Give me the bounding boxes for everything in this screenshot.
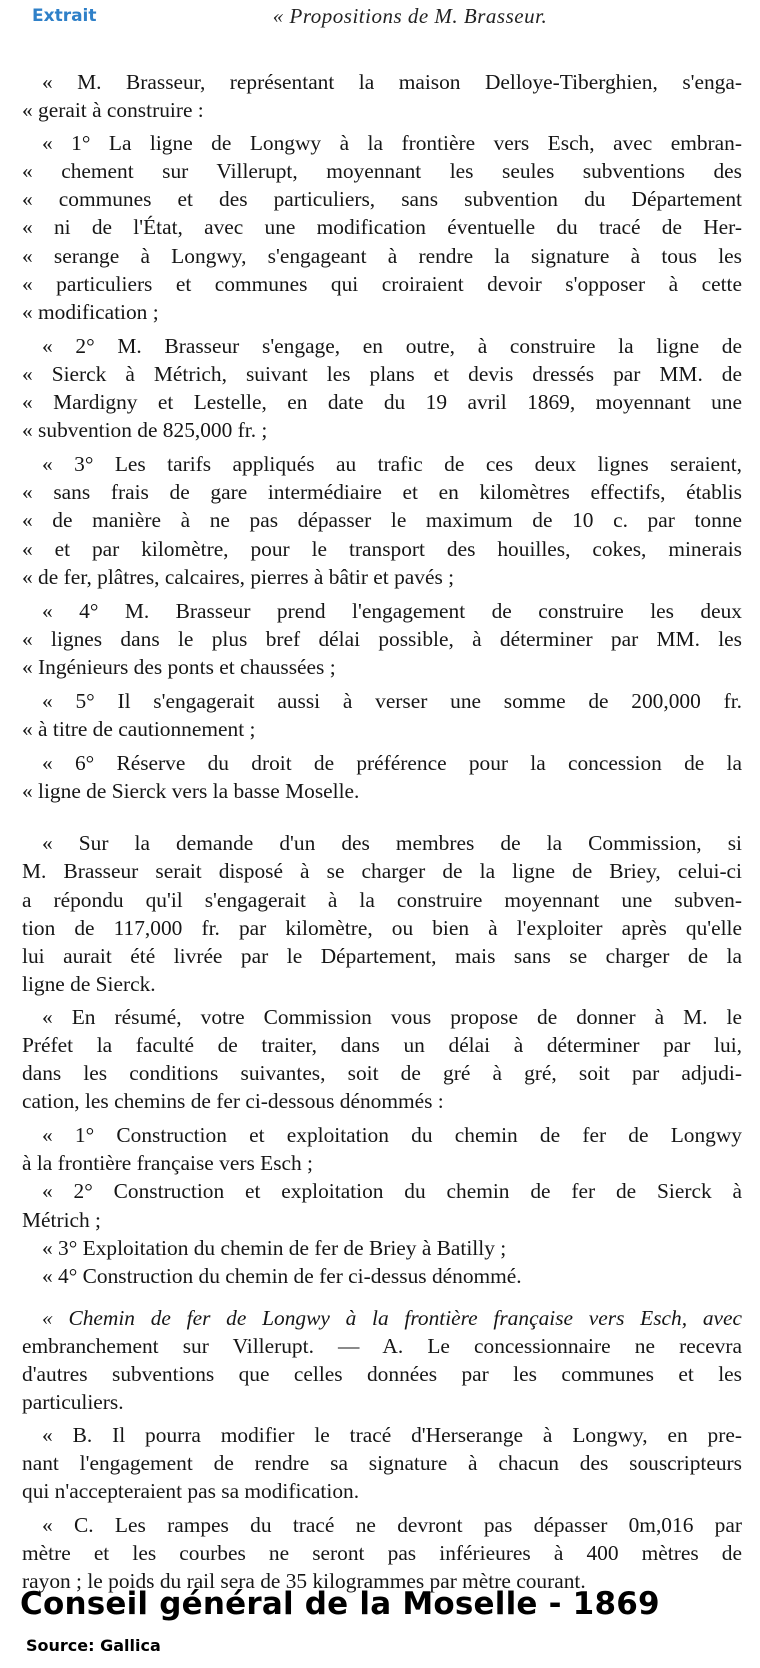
extract-tag: Extrait (32, 6, 97, 26)
paragraph-longwy-a (22, 1304, 742, 1416)
paragraph-line-1 (22, 1121, 742, 1177)
text-line: « 2° M. Brasseur s'engage, en outre, à construire la ligne de (42, 333, 742, 358)
text-line: « sans frais de gare intermédiaire et en kilomètres effectifs, établis (22, 480, 742, 505)
text-line: mètre et les courbes ne seront pas inférieures à 400 mètres de (22, 1540, 742, 1565)
text-line: « 1° La ligne de Longwy à la frontière vers Esch, avec embran- (42, 131, 742, 156)
text-line: « C. Les rampes du tracé ne devront pas dépasser 0m,016 par (42, 1512, 742, 1537)
paragraph-longwy-c (22, 1511, 742, 1595)
italic-text: « Chemin de fer de Longwy à la frontière française vers Esch, avec (42, 1305, 742, 1330)
text-line: dans les conditions suivantes, soit de gré à gré, soit par adjudi- (22, 1061, 742, 1086)
paragraph-line-3 (22, 1234, 742, 1262)
text-line: embranchement sur Villerupt. — A. Le concessionnaire ne recevra (22, 1333, 742, 1358)
text-line: « Mardigny et Lestelle, en date du 19 avril 1869, moyennant une (22, 390, 742, 415)
paragraph-summary (22, 1003, 742, 1115)
text-line: « ni de l'État, avec une modification éventuelle du tracé de Her- (22, 215, 742, 240)
text-line: « 4° M. Brasseur prend l'engagement de construire les deux (42, 598, 742, 623)
text-line: ligne de Sierck. (22, 971, 156, 996)
text-line: « M. Brasseur, représentant la maison Delloye-Tiberghien, s'enga- (42, 70, 742, 94)
text-line: « particuliers et communes qui croiraient devoir s'opposer à cette (22, 271, 742, 296)
text-line: particuliers. (22, 1390, 124, 1415)
text-line: « et par kilomètre, pour le transport des houilles, cokes, minerais (22, 536, 742, 561)
text-line: « 1° Construction et exploitation du chemin de fer de Longwy (42, 1123, 742, 1148)
text-line: « serange à Longwy, s'engageant à rendre la signature à tous les (22, 243, 742, 268)
text-line: « 3° Les tarifs appliqués au trafic de ces deux lignes seraient, (42, 452, 742, 477)
caption-source: Source: Gallica (26, 1636, 161, 1655)
text-line: Métrich ; (22, 1207, 102, 1232)
text-line: à la frontière française vers Esch ; (22, 1151, 313, 1176)
paragraph-intro (22, 68, 742, 124)
text-line: lui aurait été livrée par le Département, mais sans se charger de la (22, 943, 742, 968)
text-line: « 6° Réserve du droit de préférence pour la concession de la (42, 751, 742, 776)
text-line: « B. Il pourra modifier le tracé d'Herserange à Longwy, en pre- (42, 1423, 742, 1448)
paragraph-item-4 (22, 597, 742, 681)
text-line: rayon ; le poids du rail sera de 35 kilogrammes par mètre courant. (22, 1568, 586, 1593)
text-line: « 4° Construction du chemin de fer ci-dessus dénommé. (42, 1263, 522, 1288)
text-line: « Ingénieurs des ponts et chaussées ; (22, 654, 336, 679)
paragraph-item-5 (22, 687, 742, 743)
text-line: « subvention de 825,000 fr. ; (22, 418, 268, 443)
text-line: Préfet la faculté de traiter, dans un délai à déterminer par lui, (22, 1033, 742, 1057)
text-line: « gerait à construire : (22, 98, 204, 123)
text-line: cation, les chemins de fer ci-dessous dénommés : (22, 1089, 444, 1114)
paragraph-line-2 (22, 1177, 742, 1233)
text-line: « modification ; (22, 299, 159, 324)
running-header: « Propositions de M. Brasseur. (272, 4, 548, 28)
caption-title: Conseil général de la Moselle - 1869 (20, 1586, 660, 1622)
text-line: « 3° Exploitation du chemin de fer de Briey à Batilly ; (42, 1235, 507, 1260)
text-line: « chement sur Villerupt, moyennant les seules subventions des (22, 159, 742, 184)
text-line: « ligne de Sierck vers la basse Moselle. (22, 779, 360, 804)
document-body (22, 68, 742, 1595)
text-line: « communes et des particuliers, sans subvention du Département (22, 187, 742, 212)
text-line: « à titre de cautionnement ; (22, 717, 256, 742)
text-line: « de fer, plâtres, calcaires, pierres à bâtir et pavés ; (22, 564, 455, 589)
text-line: nant l'engagement de rendre sa signature à chacun des souscripteurs (22, 1451, 742, 1476)
text-line: d'autres subventions que celles données par les communes et les (22, 1362, 742, 1387)
paragraph-item-6 (22, 749, 742, 805)
paragraph-longwy-b (22, 1421, 742, 1505)
text-line: « 2° Construction et exploitation du chemin de fer de Sierck à (42, 1179, 742, 1204)
text-line: M. Brasseur serait disposé à se charger de la ligne de Briey, celui-ci (22, 859, 742, 884)
paragraph-briey (22, 829, 742, 998)
text-line: « Sur la demande d'un des membres de la Commission, si (42, 831, 742, 856)
text-line: a répondu qu'il s'engagerait à la construire moyennant une subven- (22, 887, 742, 912)
paragraph-line-4 (22, 1262, 742, 1290)
paragraph-item-1 (22, 129, 742, 326)
text-line: qui n'accepteraient pas sa modification. (22, 1479, 360, 1504)
text-line: « Sierck à Métrich, suivant les plans et devis dressés par MM. de (22, 361, 742, 386)
text-line: « En résumé, votre Commission vous propose de donner à M. le (42, 1004, 742, 1029)
paragraph-item-3 (22, 450, 742, 590)
text-line: « de manière à ne pas dépasser le maximum de 10 c. par tonne (22, 508, 742, 533)
text-line: « lignes dans le plus bref délai possible, à déterminer par MM. les (22, 626, 742, 651)
paragraph-item-2 (22, 332, 742, 444)
text-line-italic (22, 1304, 742, 1332)
text-line: tion de 117,000 fr. par kilomètre, ou bien à l'exploiter après qu'elle (22, 915, 742, 940)
text-line: « 5° Il s'engagerait aussi à verser une somme de 200,000 fr. (42, 688, 742, 713)
